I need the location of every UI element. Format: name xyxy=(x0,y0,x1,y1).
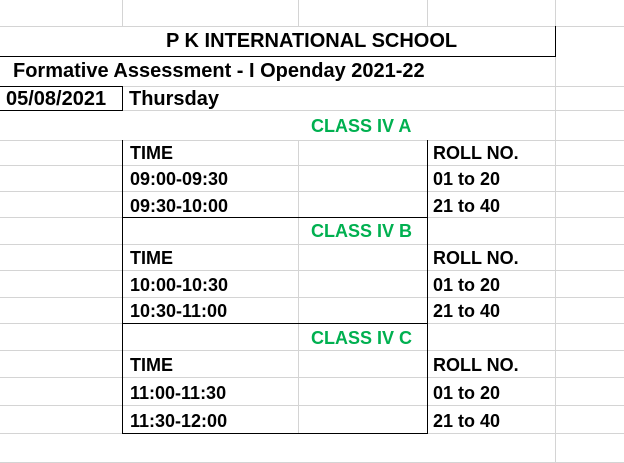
time-slot: 09:30-10:00 xyxy=(130,196,229,216)
day-cell: Thursday xyxy=(129,88,220,110)
border-line xyxy=(122,217,428,218)
gridline xyxy=(555,0,556,140)
gridline xyxy=(0,377,624,378)
date-cell: 05/08/2021 xyxy=(6,88,107,110)
gridline xyxy=(555,140,556,462)
roll-range: 01 to 20 xyxy=(433,383,501,403)
time-slot: 09:00-09:30 xyxy=(130,169,229,189)
border-line xyxy=(0,110,123,111)
roll-header: ROLL NO. xyxy=(433,248,519,268)
gridline xyxy=(298,140,299,433)
border-line xyxy=(555,26,556,57)
border-line xyxy=(122,323,428,324)
roll-range: 01 to 20 xyxy=(433,169,501,189)
time-header: TIME xyxy=(130,355,173,375)
roll-range: 01 to 20 xyxy=(433,275,501,295)
gridline xyxy=(0,165,624,166)
gridline xyxy=(122,0,123,26)
gridline xyxy=(0,26,624,27)
roll-header: ROLL NO. xyxy=(433,355,519,375)
roll-range: 21 to 40 xyxy=(433,301,501,321)
gridline xyxy=(0,297,624,298)
class-heading: CLASS IV C xyxy=(311,328,413,348)
time-header: TIME xyxy=(130,143,173,163)
school-name: P K INTERNATIONAL SCHOOL xyxy=(166,30,458,52)
time-slot: 11:30-12:00 xyxy=(130,411,228,431)
border-line xyxy=(0,86,123,87)
border-line xyxy=(122,86,123,111)
gridline xyxy=(0,270,624,271)
gridline xyxy=(0,140,624,141)
class-heading: CLASS IV A xyxy=(311,116,412,136)
gridline xyxy=(0,244,624,245)
roll-range: 21 to 40 xyxy=(433,411,501,431)
time-slot: 11:00-11:30 xyxy=(130,383,227,403)
border-line xyxy=(427,140,428,434)
border-line xyxy=(122,433,428,434)
assessment-title: Formative Assessment - I Openday 2021-22 xyxy=(13,60,425,82)
time-header: TIME xyxy=(130,248,173,268)
gridline xyxy=(298,0,299,26)
time-slot: 10:00-10:30 xyxy=(130,275,229,295)
gridline xyxy=(0,191,624,192)
gridline xyxy=(0,350,624,351)
roll-header: ROLL NO. xyxy=(433,143,519,163)
class-heading: CLASS IV B xyxy=(311,221,413,241)
gridline xyxy=(427,0,428,26)
roll-range: 21 to 40 xyxy=(433,196,501,216)
gridline xyxy=(0,405,624,406)
border-line xyxy=(0,56,555,57)
border-line xyxy=(122,140,123,434)
time-slot: 10:30-11:00 xyxy=(130,301,228,321)
